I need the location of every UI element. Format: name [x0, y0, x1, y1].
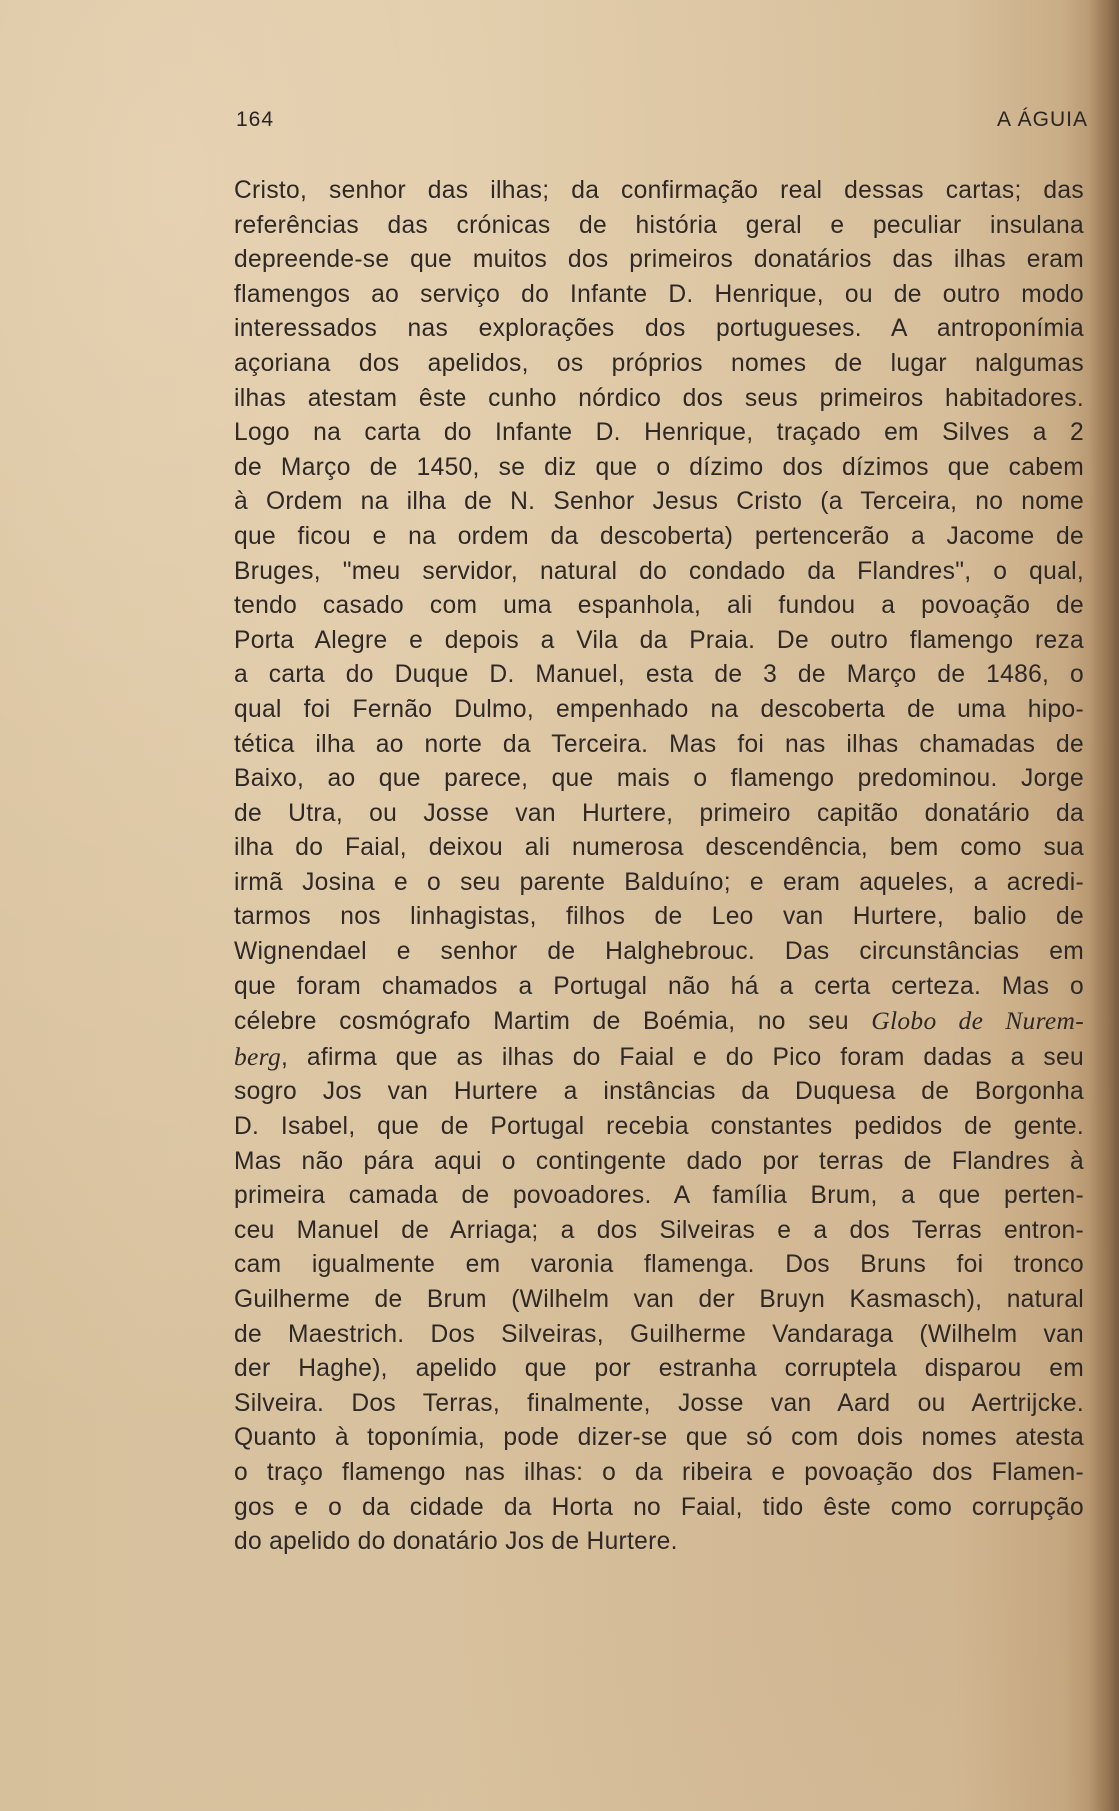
text-line: der Haghe), apelido que por estranha corruptela disparou em — [234, 1355, 1084, 1383]
text-line: Guilherme de Brum (Wilhelm van der Bruyn Kasmasch), natural — [234, 1286, 1084, 1313]
text-line: cam igualmente em varonia flamenga. Dos Bruns foi tronco — [234, 1251, 1084, 1279]
italic-book-title: Globo de Nurem- — [871, 1006, 1084, 1036]
text-line: de Maestrich. Dos Silveiras, Guilherme Vandaraga (Wilhelm van — [234, 1320, 1084, 1348]
text-line: Mas não pára aqui o contingente dado por terras de Flandres à — [234, 1147, 1084, 1175]
text-line: Cristo, senhor das ilhas; da confirmação real dessas cartas; das — [234, 177, 1084, 204]
journal-title: A ÁGUIA — [996, 108, 1088, 131]
text-line: Bruges, "meu servidor, natural do condado da Flandres", o qual, — [234, 557, 1084, 585]
text-line-with-title — [234, 1004, 1084, 1040]
text-line: à Ordem na ilha de N. Senhor Jesus Cristo (a Terceira, no nome — [234, 488, 1084, 516]
italic-book-title: berg — [234, 1041, 281, 1071]
text-line: a carta do Duque D. Manuel, esta de 3 de Março de 1486, o — [234, 661, 1084, 689]
text-line: Wignendael e senhor de Halghebrouc. Das circunstâncias em — [234, 938, 1084, 966]
text-line: ilhas atestam êste cunho nórdico dos seus primeiros habitadores. — [234, 384, 1084, 412]
body-text — [234, 174, 1084, 1560]
text-line: irmã Josina e o seu parente Balduíno; e eram aqueles, a acredi- — [234, 868, 1084, 896]
text-line: que foram chamados a Portugal não há a certa certeza. Mas o — [234, 972, 1084, 1000]
text-line: ilha do Faial, deixou ali numerosa descendência, bem como sua — [234, 834, 1084, 862]
page-edge-shadow — [1089, 0, 1119, 1811]
text-line: açoriana dos apelidos, os próprios nomes de lugar nalgumas — [234, 349, 1084, 377]
text-line: tendo casado com uma espanhola, ali fundou a povoação de — [234, 592, 1084, 620]
text-line: Baixo, ao que parece, que mais o flamengo predominou. Jorge — [234, 765, 1084, 793]
page-number: 164 — [236, 108, 275, 131]
text-line: de Utra, ou Josse van Hurtere, primeiro capitão donatário da — [234, 799, 1084, 827]
text-line: ceu Manuel de Arriaga; a dos Silveiras e a dos Terras entron- — [234, 1216, 1084, 1244]
text-line: tarmos nos linhagistas, filhos de Leo van Hurtere, balio de — [234, 903, 1084, 931]
text-line: de Março de 1450, se diz que o dízimo dos dízimos que cabem — [234, 453, 1084, 481]
running-head — [236, 108, 1088, 138]
text-line: tética ilha ao norte da Terceira. Mas foi nas ilhas chamadas de — [234, 730, 1084, 758]
text-line: referências das crónicas de história geral e peculiar insulana — [234, 211, 1084, 239]
text-line: qual foi Fernão Dulmo, empenhado na descoberta de uma hipo- — [234, 695, 1084, 723]
text-segment: , afirma que as ilhas do Faial e do Pico foram dadas a seu — [281, 1043, 1084, 1071]
text-line: Porta Alegre e depois a Vila da Praia. De outro flamengo reza — [234, 626, 1084, 654]
text-line: do apelido do donatário Jos de Hurtere. — [234, 1528, 678, 1556]
text-line: Logo na carta do Infante D. Henrique, traçado em Silves a 2 — [234, 419, 1084, 447]
text-line: gos e o da cidade da Horta no Faial, tido êste como corrupção — [234, 1493, 1084, 1521]
text-line: que ficou e na ordem da descoberta) pertencerão a Jacome de — [234, 522, 1084, 550]
text-line: Silveira. Dos Terras, finalmente, Josse van Aard ou Aertrijcke. — [234, 1389, 1084, 1417]
text-line: flamengos ao serviço do Infante D. Henrique, ou de outro modo — [234, 280, 1084, 308]
text-line: primeira camada de povoadores. A família Brum, a que perten- — [234, 1182, 1084, 1210]
text-line: interessados nas explorações dos portugueses. A antroponímia — [234, 315, 1084, 343]
text-line: depreende-se que muitos dos primeiros donatários das ilhas eram — [234, 246, 1084, 274]
text-line: o traço flamengo nas ilhas: o da ribeira e povoação dos Flamen- — [234, 1458, 1084, 1486]
text-line-with-title — [234, 1040, 1084, 1076]
text-line: D. Isabel, que de Portugal recebia constantes pedidos de gente. — [234, 1113, 1084, 1141]
text-line: sogro Jos van Hurtere a instâncias da Duquesa de Borgonha — [234, 1078, 1084, 1106]
text-segment: célebre cosmógrafo Martim de Boémia, no seu — [234, 1008, 872, 1036]
text-line: Quanto à toponímia, pode dizer-se que só com dois nomes atesta — [234, 1424, 1084, 1452]
